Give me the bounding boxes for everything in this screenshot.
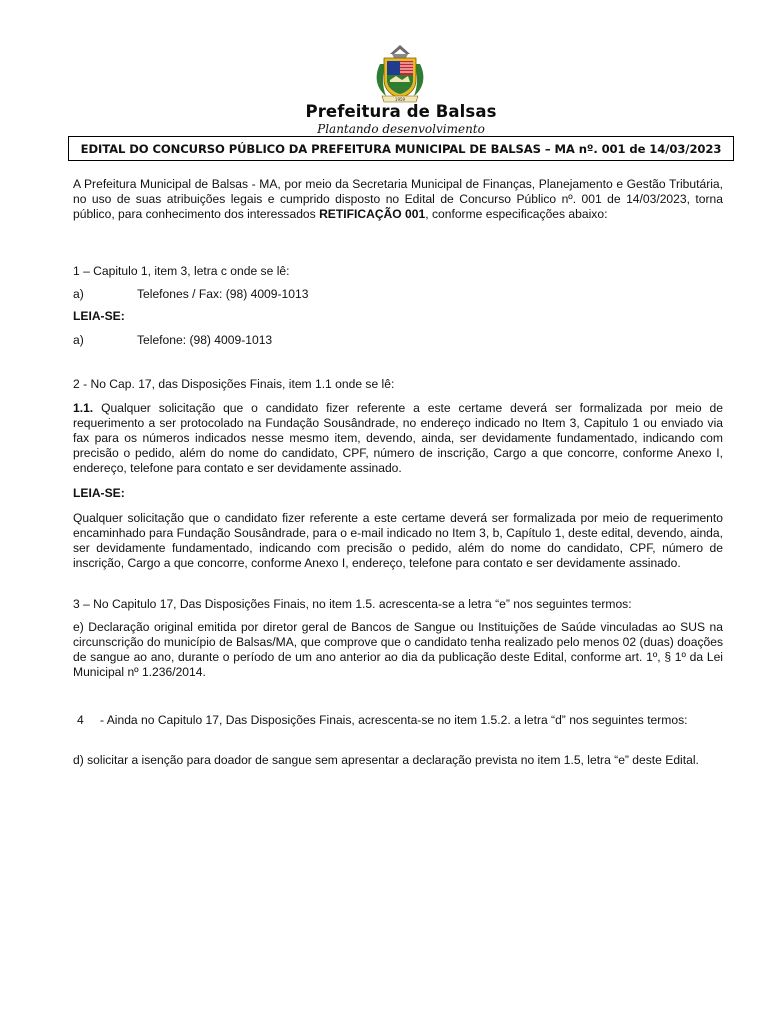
- coat-of-arms-logo: [368, 42, 432, 106]
- item-1-new-letter: a): [73, 333, 84, 347]
- organization-motto: Plantando desenvolvimento: [317, 122, 485, 136]
- organization-name: Prefeitura de Balsas: [305, 102, 497, 121]
- document-title-box: [68, 136, 734, 161]
- item-2-heading: 2 - No Cap. 17, das Disposições Finais, item 1.1 onde se lê:: [73, 377, 395, 391]
- logo-year-text: 1959: [394, 97, 406, 102]
- item-4-heading: [100, 713, 723, 728]
- document-title: EDITAL DO CONCURSO PÚBLICO DA PREFEITURA MUNICIPAL DE BALSAS – MA nº. 001 de 14/03/2023: [80, 141, 722, 156]
- item-1-old-text: Telefones / Fax: (98) 4009-1013: [137, 287, 309, 301]
- item-1-new-text: Telefone: (98) 4009-1013: [137, 333, 273, 347]
- item-1-leia-se: LEIA-SE:: [73, 309, 125, 323]
- item-2-old-text: Qualquer solicitação que o candidato fizer referente a este certame deverá ser formalizada por meio de requerimento a ser protocolado na Fundação Sousândrade, no endereço indicado no Item 3, Capitulo 1 ou enviado via fax para os números indicados nesse mesmo item, devendo, ainda, ser devidamente fundamentado, indicando com precisão o pedido, além do nome do candidato, CPF, número de inscrição, Cargo a que concorre, conforme Anexo I, endereço, telefone para contato e ser devidamente assinado.: [73, 401, 723, 475]
- item-1-heading: 1 – Capitulo 1, item 3, letra c onde se lê:: [73, 264, 290, 278]
- item-2-new-paragraph: Qualquer solicitação que o candidato fizer referente a este certame deverá ser formalizada por meio de requerimento encaminhado para Fundação Sousândrade, para o e-mail indicado no Item 3, b, Capítulo 1, deste edital, devendo, ainda, ser devidamente fundamentado, indicando com precisão o pedido, além do nome do candidato, CPF, número de inscrição, Cargo a que concorre, conforme Anexo I, endereço, telefone para contato e ser devidamente assinado.: [73, 511, 723, 570]
- item-2-old-paragraph: [73, 401, 723, 476]
- intro-bold-text: RETIFICAÇÃO 001: [319, 207, 426, 221]
- item-2-old-number: 1.1.: [73, 401, 94, 415]
- intro-text-end: , conforme especificações abaixo:: [425, 207, 608, 221]
- intro-text: A Prefeitura Municipal de Balsas - MA, por meio da Secretaria Municipal de Finanças, Planejamento e Gestão Tributária, no uso de suas atribuições legais e cumprido disposto no Edital de Concurso Público nº. 001 de 14/03/2023, torna público, para conhecimento dos interessados: [73, 177, 723, 221]
- intro-paragraph: [73, 177, 723, 222]
- item-1-old-letter: a): [73, 287, 84, 301]
- item-4-number: 4: [77, 713, 84, 727]
- item-2-leia-se: LEIA-SE:: [73, 486, 125, 500]
- item-3-paragraph: e) Declaração original emitida por diretor geral de Bancos de Sangue ou Instituições de Saúde vinculadas ao SUS na circunscrição do município de Balsas/MA, que comprove que o candidato tenha realizado pelo menos 02 (duas) doações de sangue ao ano, durante o período de um ano anterior ao dia da publicação deste Edital, conforme art. 1º, § 1º da Lei Municipal nº 1.236/2014.: [73, 620, 723, 679]
- item-3-heading: 3 – No Capitulo 17, Das Disposições Finais, no item 1.5. acrescenta-se a letra “e” nos seguintes termos:: [73, 597, 632, 611]
- item-4-paragraph: d) solicitar a isenção para doador de sangue sem apresentar a declaração prevista no item 1.5, letra “e” deste Edital.: [73, 753, 699, 767]
- item-4-heading-text: - Ainda no Capitulo 17, Das Disposições Finais, acrescenta-se no item 1.5.2. a letra “d” nos seguintes termos:: [100, 713, 688, 727]
